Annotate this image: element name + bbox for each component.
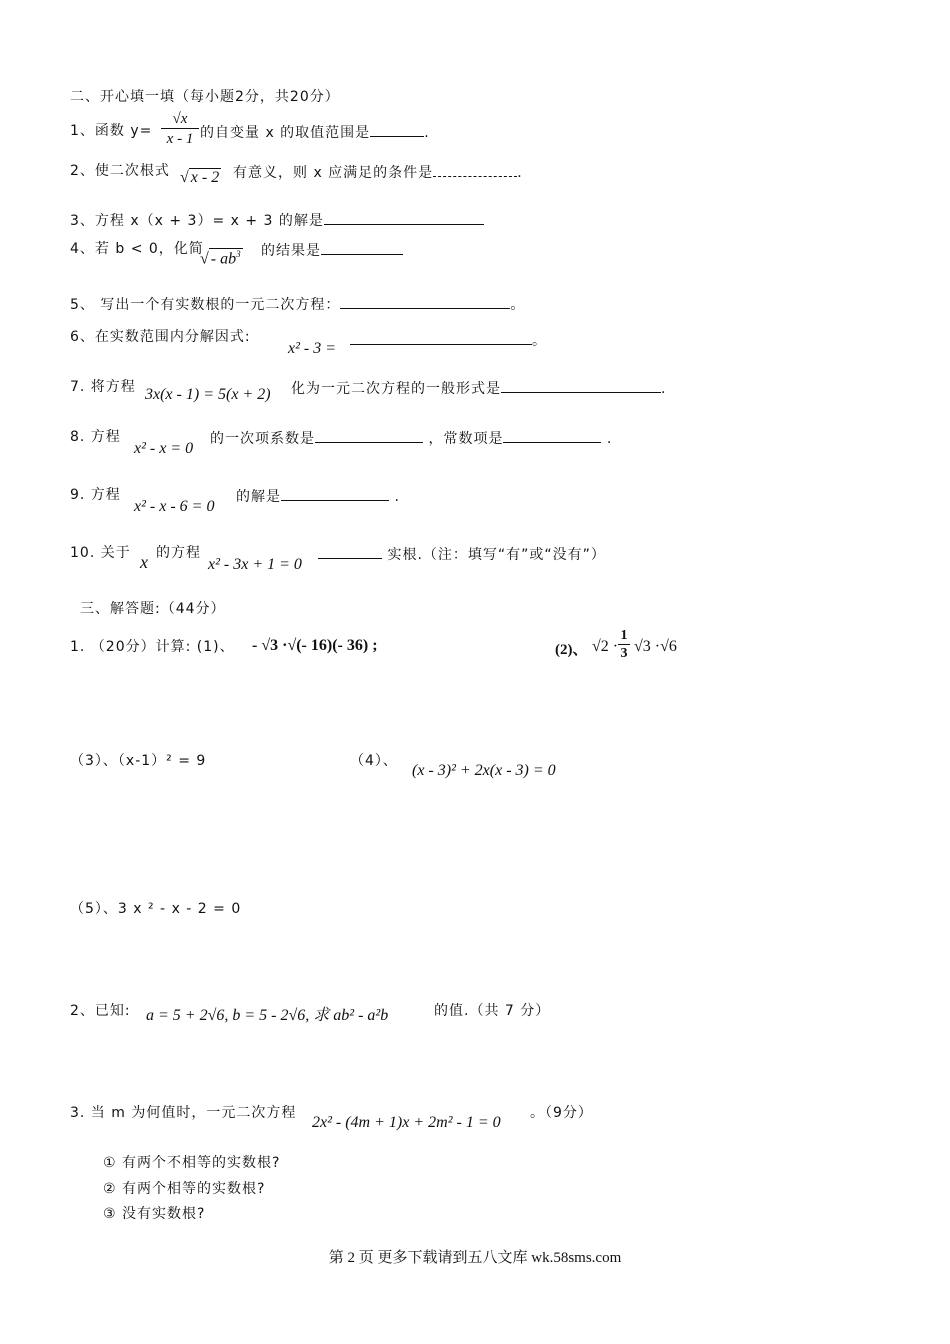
q6-blank-line xyxy=(350,330,547,350)
q9-end: . xyxy=(394,489,400,505)
q9-prefix: 9. 方程 xyxy=(70,487,121,503)
q2-answer-blank[interactable] xyxy=(433,162,517,177)
q9-suffix: 的解是 xyxy=(236,489,281,505)
q10-suffix-line xyxy=(318,544,606,564)
s3-q3-expression: 2x² - (4m + 1)x + 2m² - 1 = 0 xyxy=(312,1114,501,1131)
q2-suffix-line xyxy=(233,162,523,182)
q5-text: 5、 写出一个有实数根的一元二次方程： xyxy=(70,297,341,313)
q4-suffix: 的结果是 xyxy=(261,243,321,259)
page-footer: 第 2 页 更多下载请到五八文库 wk.58sms.com xyxy=(328,1250,622,1266)
q4-radical: √ - $ab^3$ xyxy=(200,249,241,268)
q1-fraction-denominator: x - 1 xyxy=(161,128,199,149)
q5-answer-blank[interactable] xyxy=(340,294,510,309)
q10-mid: 的方程 xyxy=(156,545,201,561)
q2-radical: √ x - 2 xyxy=(180,169,220,186)
q10-expression: x² - 3x + 1 = 0 xyxy=(208,556,302,573)
s3-q3-suffix: 。（9分） xyxy=(530,1105,593,1121)
q7-prefix: 7. 将方程 xyxy=(70,379,136,395)
s3-q3-item-1: ① 有两个不相等的实数根? xyxy=(103,1155,281,1171)
q3-answer-blank[interactable] xyxy=(324,210,484,225)
q7-end: . xyxy=(661,381,667,397)
q7-answer-blank[interactable] xyxy=(501,378,661,393)
s3-q1-label2: (2)、 xyxy=(555,642,588,658)
q4-answer-blank[interactable] xyxy=(321,240,403,255)
q6-text: 6、在实数范围内分解因式: xyxy=(70,329,251,345)
q3-text: 3、方程 x（x + 3）= x + 3 的解是 xyxy=(70,213,324,229)
q1-fraction-numerator: √x xyxy=(172,111,188,127)
s3-q3-item-2: ② 有两个相等的实数根? xyxy=(103,1181,266,1197)
q10-prefix: 10. 关于 xyxy=(70,545,131,561)
q4-radicand: - $ab^3$ xyxy=(210,249,241,268)
q2-end: . xyxy=(517,165,523,181)
q8-suffix: 的一次项系数是 xyxy=(210,431,315,447)
q4-suffix-line xyxy=(261,240,403,260)
q2-prefix: 2、使二次根式 xyxy=(70,163,170,179)
q5-end: 。 xyxy=(510,297,526,313)
q2-suffix: 有意义，则 x 应满足的条件是 xyxy=(233,165,434,181)
s3-q1-4-expr: (x - 3)² + 2x(x - 3) = 0 xyxy=(412,762,556,779)
s3-q2-expression: a = 5 + 2√6, b = 5 - 2√6, 求 ab² - a²b xyxy=(146,1007,389,1024)
q9-suffix-line xyxy=(236,486,400,506)
q4-prefix: 4、若 b < 0，化简 xyxy=(70,241,204,257)
q8-mid: ，常数项是 xyxy=(428,431,504,447)
q5-line xyxy=(70,294,525,314)
q1-suffix-line xyxy=(200,122,430,142)
s3-q3-item-3: ③ 没有实数根? xyxy=(103,1206,206,1222)
q7-suffix-line xyxy=(291,378,666,398)
s3-q1-3: （3）、（x-1）² = 9 xyxy=(70,753,207,769)
s3-q1-fraction-den: 3 xyxy=(618,644,630,663)
section-3-title: 三、解答题:（44分） xyxy=(80,601,226,617)
q7-expression: 3x(x - 1) = 5(x + 2) xyxy=(145,386,271,403)
q10-variable: x xyxy=(140,552,148,572)
s3-q3-prefix: 3. 当 m 为何值时，一元二次方程 xyxy=(70,1105,297,1121)
q7-suffix: 化为一元二次方程的一般形式是 xyxy=(291,381,501,397)
q6-end: 。 xyxy=(532,333,547,349)
s3-q1-expr2-b: √3 ·√6 xyxy=(634,638,677,655)
q6-expression: x² - 3 = xyxy=(288,340,337,357)
q8-coefficient-blank[interactable] xyxy=(315,428,423,443)
q8-constant-blank[interactable] xyxy=(503,428,601,443)
s3-q1-4-label: （4）、 xyxy=(350,753,398,769)
q10-suffix: 实根.（注：填写“有”或“没有”） xyxy=(387,547,606,563)
q1-fraction xyxy=(161,110,199,149)
q2-radicand: x - 2 xyxy=(190,169,220,186)
s3-q2-suffix: 的值.（共 7 分） xyxy=(434,1003,551,1019)
q1-end: . xyxy=(424,125,430,141)
q9-answer-blank[interactable] xyxy=(281,486,389,501)
s3-q1-label: 1. （20分）计算: (1)、 xyxy=(70,639,235,655)
q8-suffix-line xyxy=(210,428,612,448)
q6-answer-blank[interactable] xyxy=(350,330,532,345)
q9-expression: x² - x - 6 = 0 xyxy=(134,498,215,515)
q10-answer-blank[interactable] xyxy=(318,544,382,559)
q1-prefix: 1、函数 y= xyxy=(70,123,153,139)
s3-q2-prefix: 2、已知: xyxy=(70,1003,131,1019)
s3-q1-5: （5）、3 x ² - x - 2 = 0 xyxy=(70,901,242,917)
s3-q1-fraction xyxy=(618,628,630,663)
s3-q1-expr1: - √3 ·√(- 16)(- 36) ; xyxy=(252,637,378,654)
q3-line xyxy=(70,210,484,230)
q8-end: . xyxy=(606,431,613,447)
q1-answer-blank[interactable] xyxy=(370,122,424,137)
s3-q1-fraction-num: 1 xyxy=(620,628,628,643)
q1-suffix: 的自变量 x 的取值范围是 xyxy=(200,125,371,141)
q1-line xyxy=(70,122,152,140)
s3-q1-expr2-a: √2 · xyxy=(592,638,619,655)
q8-prefix: 8. 方程 xyxy=(70,429,121,445)
section-2-title: 二、开心填一填（每小题2分，共20分） xyxy=(70,89,340,105)
q8-expression: x² - x = 0 xyxy=(134,440,194,457)
